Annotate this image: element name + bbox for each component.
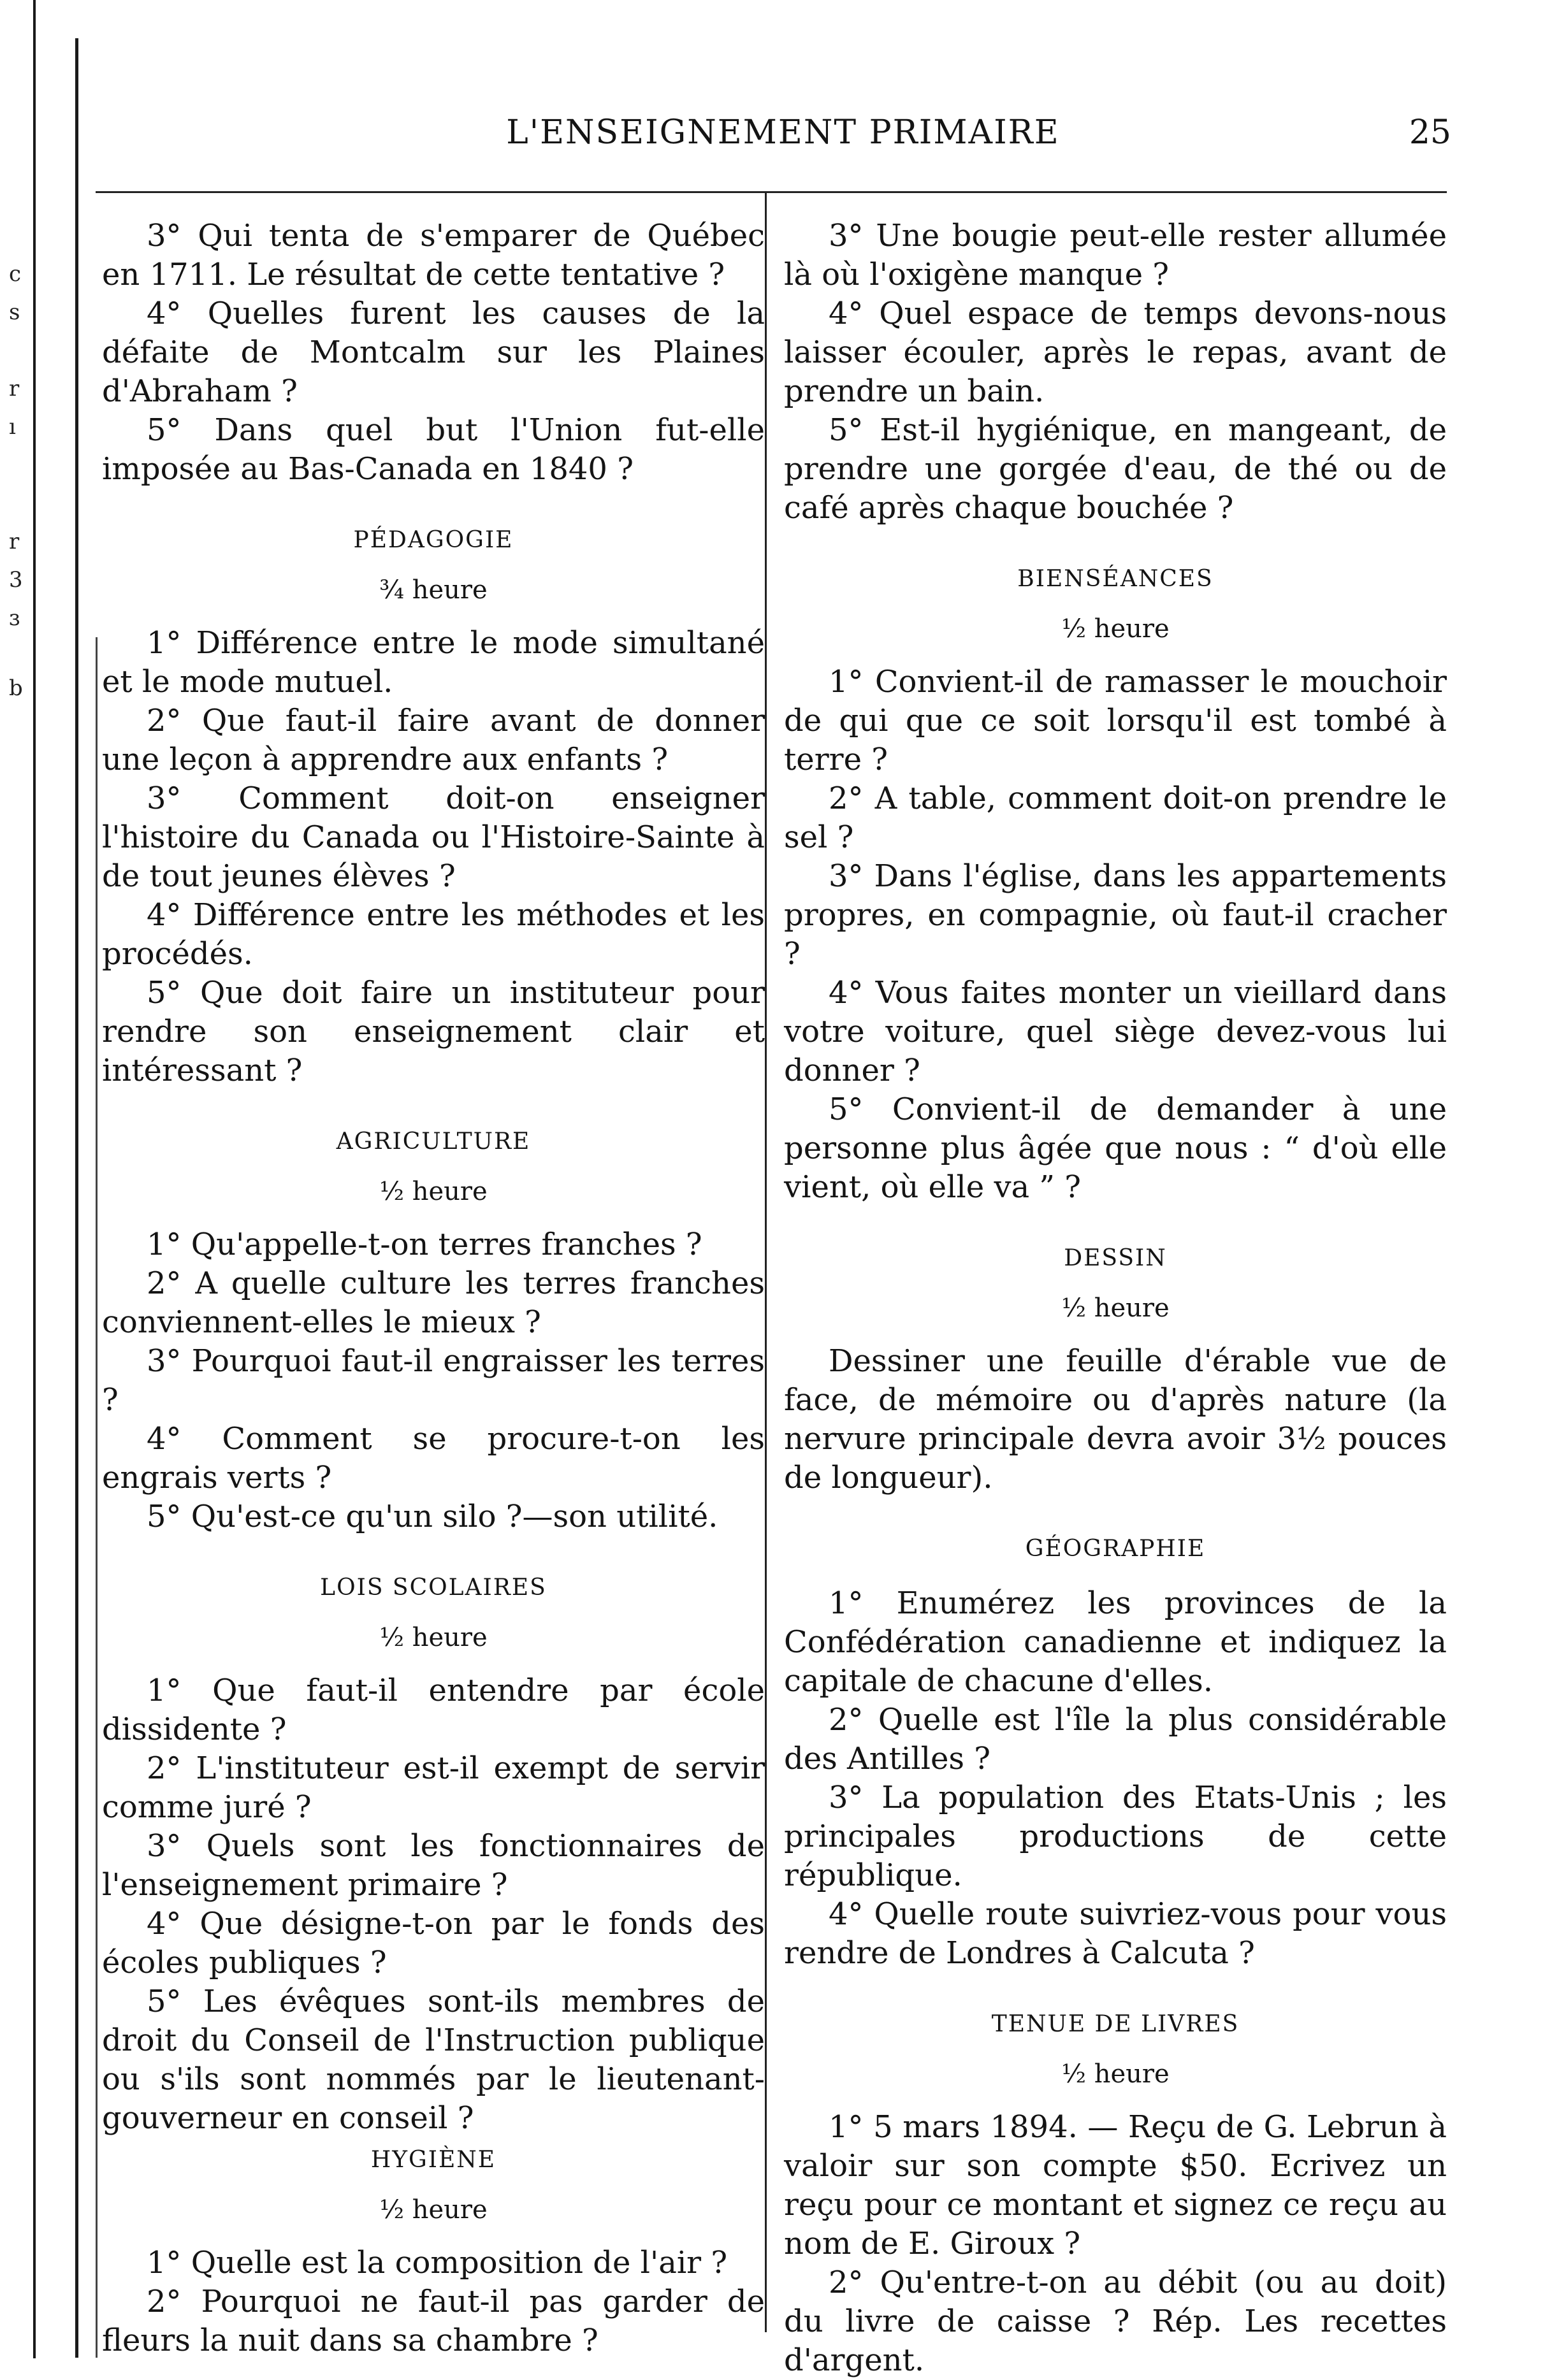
header-rule [96, 191, 1447, 193]
section-duration: ½ heure [1061, 614, 1170, 644]
question: 4° Quelle route suivriez-vous pour vous rendre de Londres à Calcuta ? [784, 1896, 1447, 1971]
question: 1° Que faut-il entendre par école dissidente ? [102, 1673, 765, 1747]
question: 1° Quelle est la composition de l'air ? [147, 2245, 728, 2281]
question: 1° Qu'appelle-t-on terres franches ? [147, 1227, 702, 1262]
section-title-bienseances: BIENSÉANCES [1017, 566, 1214, 592]
question: 4° Quel espace de temps devons-nous laisser écouler, après le repas, avant de prendre un bain. [784, 296, 1447, 409]
margin-fragment: 3 [9, 567, 23, 593]
question: 3° La population des Etats-Unis ; les principales productions de cette république. [784, 1780, 1447, 1893]
question: 5° Convient-il de demander à une personne plus âgée que nous : “ d'où elle vient, où elle va ” ? [784, 1092, 1447, 1205]
question: 5° Les évêques sont-ils membres de droit du Conseil de l'Instruction publique ou s'ils sont nommés par le lieutenant-gouverneur en conseil ? [102, 1984, 765, 2136]
section-duration [784, 1578, 1447, 1584]
margin-fragment: ı [9, 414, 16, 440]
section-title-agriculture: AGRICULTURE [336, 1129, 531, 1155]
section-duration: ½ heure [1061, 1294, 1170, 1323]
right-column [784, 217, 1447, 2380]
question: 1° Convient-il de ramasser le mouchoir de qui que ce soit lorsqu'il est tombé à terre ? [784, 664, 1447, 777]
section-duration: ¾ heure [379, 575, 488, 605]
question: 3° Pourquoi faut-il engraisser les terres ? [102, 1343, 765, 1418]
question: 2° Qu'entre-t-on au débit (ou au doit) du livre de caisse ? Rép. Les recettes d'argent. [784, 2265, 1447, 2378]
margin-fragment: b [9, 675, 23, 701]
question: 2° Quelle est l'île la plus considérable des Antilles ? [784, 1702, 1447, 1777]
question: 1° Enumérez les provinces de la Confédération canadienne et indiquez la capitale de chacune d'elles. [784, 1585, 1447, 1699]
margin-fragment: ɜ [9, 605, 20, 631]
question: 1° Différence entre le mode simultané et le mode mutuel. [102, 625, 765, 700]
margin-fragment: r [9, 529, 20, 554]
binding-edge-line [96, 637, 98, 2358]
question: 5° Est-il hygiénique, en mangeant, de prendre une gorgée d'eau, de thé ou de café après chaque bouchée ? [784, 412, 1447, 526]
question: 5° Que doit faire un instituteur pour rendre son enseignement clair et intéressant ? [102, 975, 765, 1088]
question: 5° Dans quel but l'Union fut-elle imposée au Bas-Canada en 1840 ? [102, 412, 765, 487]
question: 4° Comment se procure-t-on les engrais verts ? [102, 1421, 765, 1496]
running-head [96, 113, 1470, 158]
section-duration: ½ heure [379, 1177, 488, 1206]
question: 4° Que désigne-t-on par le fonds des écoles publiques ? [102, 1906, 765, 1980]
question: 4° Quelles furent les causes de la défaite de Montcalm sur les Plaines d'Abraham ? [102, 296, 765, 409]
question: 3° Qui tenta de s'emparer de Québec en 1711. Le résultat de cette tentative ? [102, 218, 765, 292]
left-column [102, 217, 765, 2360]
section-duration: ½ heure [1061, 2059, 1170, 2089]
section-duration: ½ heure [379, 1623, 488, 1652]
question: 3° Une bougie peut-elle rester allumée là où l'oxigène manque ? [784, 218, 1447, 292]
section-title-lois-scolaires: LOIS SCOLAIRES [320, 1575, 547, 1601]
margin-fragment: c [9, 261, 22, 287]
question: 2° A table, comment doit-on prendre le sel ? [784, 781, 1447, 855]
question: 4° Différence entre les méthodes et les procédés. [102, 897, 765, 972]
question: 3° Quels sont les fonctionnaires de l'enseignement primaire ? [102, 1828, 765, 1903]
column-divider [765, 191, 767, 2332]
section-title-tenue-de-livres: TENUE DE LIVRES [991, 2011, 1240, 2037]
question: 3° Dans l'église, dans les appartements propres, en compagnie, où faut-il cracher ? [784, 858, 1447, 972]
section-title-dessin: DESSIN [1064, 1245, 1167, 1271]
question: 2° Pourquoi ne faut-il pas garder de fleurs la nuit dans sa chambre ? [102, 2284, 765, 2358]
page-number: 25 [1409, 113, 1451, 152]
page-title: L'ENSEIGNEMENT PRIMAIRE [506, 113, 1060, 152]
question: 2° L'instituteur est-il exempt de servir comme juré ? [102, 1750, 765, 1825]
margin-fragment: r [9, 376, 20, 401]
binding-edge-line [75, 38, 78, 2358]
question: 2° Que faut-il faire avant de donner une leçon à apprendre aux enfants ? [102, 703, 765, 777]
question: 5° Qu'est-ce qu'un silo ?—son utilité. [147, 1499, 718, 1534]
question: 4° Vous faites monter un vieillard dans votre voiture, quel siège devez-vous lui donner ? [784, 975, 1447, 1088]
section-title-hygiene: HYGIÈNE [370, 2147, 497, 2173]
question: 3° Comment doit-on enseigner l'histoire du Canada ou l'Histoire-Sainte à de tout jeunes élèves ? [102, 781, 765, 894]
margin-fragment: s [9, 299, 20, 325]
question: 2° A quelle culture les terres franches conviennent-elles le mieux ? [102, 1266, 765, 1340]
binding-edge-line [33, 0, 36, 2358]
section-duration: ½ heure [379, 2195, 488, 2225]
section-title-geographie: GÉOGRAPHIE [1025, 1536, 1206, 1562]
question: Dessiner une feuille d'érable vue de face, de mémoire ou d'après nature (la nervure principale devra avoir 3½ pouces de longueur). [784, 1343, 1447, 1496]
section-title-pedagogie: PÉDAGOGIE [353, 527, 514, 553]
question: 1° 5 mars 1894. — Reçu de G. Lebrun à valoir sur son compte $50. Ecrivez un reçu pour ce montant et signez ce reçu au nom de E. Giroux ? [784, 2109, 1447, 2261]
